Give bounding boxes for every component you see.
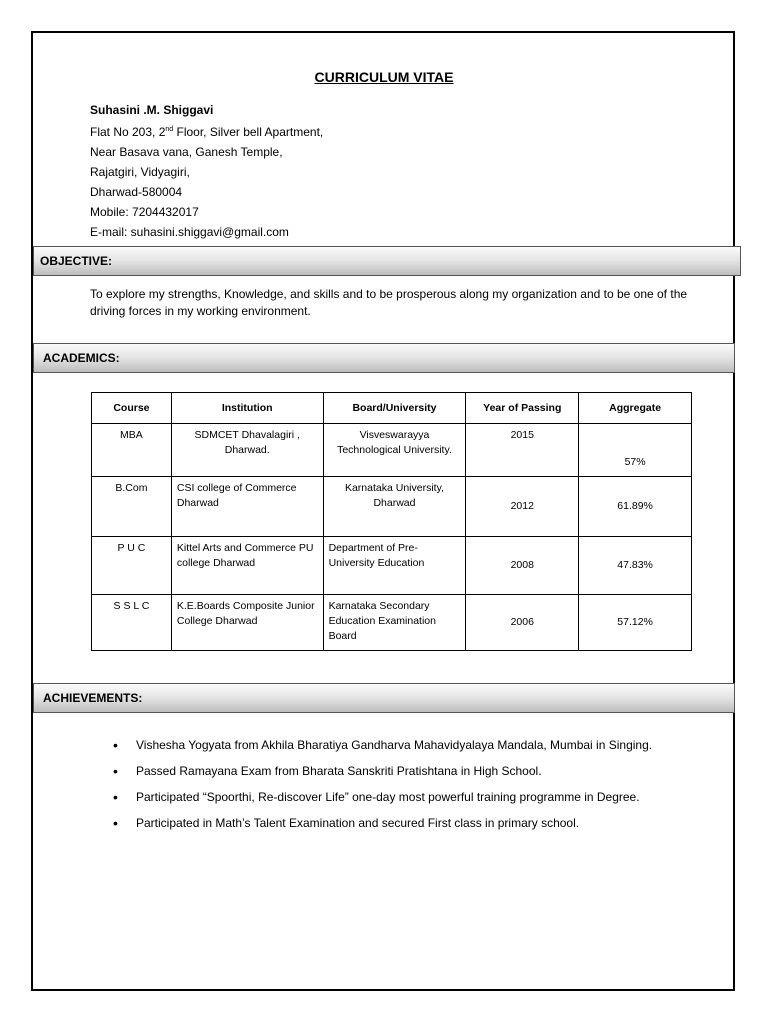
table-row [92, 477, 692, 537]
list-item: • Participated “Spoorthi, Re-discover Life” one-day most powerful training programme in Degree. [113, 784, 703, 810]
aggregate-cell: 61.89% [579, 477, 692, 537]
year-cell: 2015 [466, 424, 579, 477]
table-header-row [92, 393, 692, 424]
email-address: E-mail: suhasini.shiggavi@gmail.com [90, 225, 289, 239]
document-title: CURRICULUM VITAE [314, 69, 454, 85]
board-cell: Karnataka University, Dharwad [323, 477, 466, 537]
course-cell: S S L C [92, 595, 172, 651]
achievements-heading: ACHIEVEMENTS: [33, 683, 735, 713]
institution-cell: Kittel Arts and Commerce PU college Dharwad [171, 537, 323, 595]
column-header: Board/University [323, 393, 466, 424]
address-line-4: Dharwad-580004 [90, 185, 183, 199]
objective-heading: OBJECTIVE: [33, 246, 741, 276]
academics-table [91, 392, 692, 651]
year-cell: 2008 [466, 537, 579, 595]
candidate-name: Suhasini .M. Shiggavi [90, 103, 214, 117]
column-header: Year of Passing [466, 393, 579, 424]
column-header: Aggregate [579, 393, 692, 424]
course-cell: P U C [92, 537, 172, 595]
column-header: Institution [171, 393, 323, 424]
column-header: Course [92, 393, 172, 424]
list-item: • Passed Ramayana Exam from Bharata Sanskriti Pratishtana in High School. [113, 758, 703, 784]
board-cell: Karnataka Secondary Education Examination Board [323, 595, 466, 651]
aggregate-cell: 57% [579, 424, 692, 477]
list-item: • Participated in Math’s Talent Examination and secured First class in primary school. [113, 810, 703, 836]
contact-block [90, 100, 323, 242]
address-line-3: Rajatgiri, Vidyagiri, [90, 165, 190, 179]
list-item: • Vishesha Yogyata from Akhila Bharatiya Gandharva Mahavidyalaya Mandala, Mumbai in Singing. [113, 732, 703, 758]
institution-cell: CSI college of Commerce Dharwad [171, 477, 323, 537]
aggregate-cell: 47.83% [579, 537, 692, 595]
institution-cell: SDMCET Dhavalagiri , Dharwad. [171, 424, 323, 477]
address-line-1: Flat No 203, 2nd Floor, Silver bell Apartment, [90, 125, 324, 139]
course-cell: MBA [92, 424, 172, 477]
mobile-number: Mobile: 7204432017 [90, 205, 199, 219]
achievements-list [113, 732, 703, 836]
year-cell: 2012 [466, 477, 579, 537]
institution-cell: K.E.Boards Composite Junior College Dharwad [171, 595, 323, 651]
course-cell: B.Com [92, 477, 172, 537]
table-row [92, 424, 692, 477]
address-line-2: Near Basava vana, Ganesh Temple, [90, 145, 283, 159]
year-cell: 2006 [466, 595, 579, 651]
aggregate-cell: 57.12% [579, 595, 692, 651]
board-cell: Department of Pre-University Education [323, 537, 466, 595]
table-row [92, 537, 692, 595]
academics-heading: ACADEMICS: [33, 343, 735, 373]
objective-text: To explore my strengths, Knowledge, and skills and to be prosperous along my organization and to be one of the driving forces in my working environment. [90, 287, 688, 318]
board-cell: Visveswarayya Technological University. [323, 424, 466, 477]
table-row [92, 595, 692, 651]
